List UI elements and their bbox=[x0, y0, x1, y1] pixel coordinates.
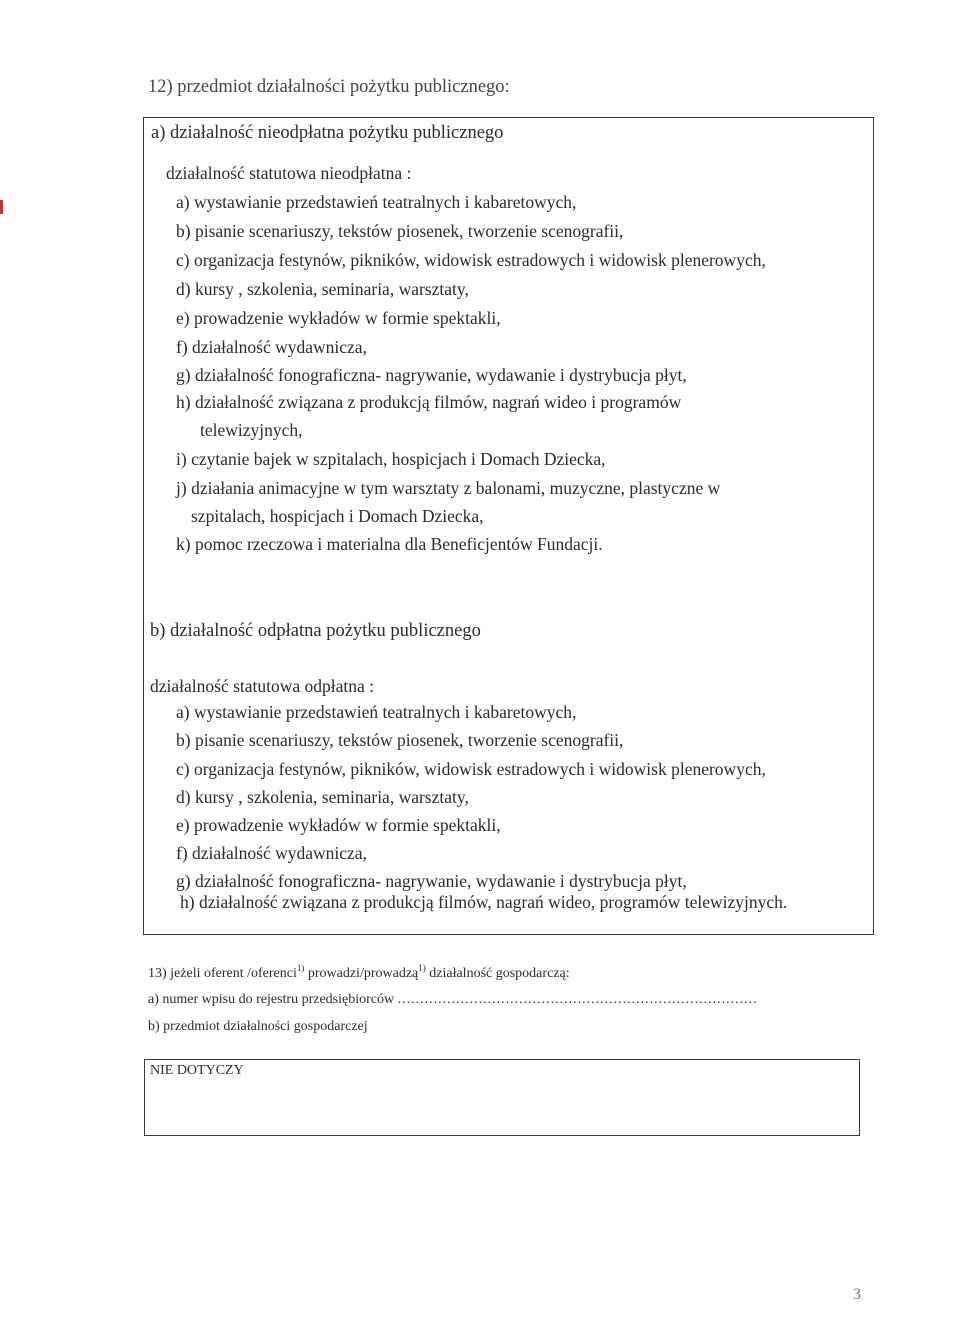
part-a-item: f) działalność wydawnicza, bbox=[176, 337, 367, 357]
part-b-item: h) działalność związana z produkcją filmów, nagrań wideo, programów telewizyjnych. bbox=[180, 892, 788, 912]
scan-mark bbox=[0, 200, 3, 214]
part-b-item: d) kursy , szkolenia, seminaria, warsztaty, bbox=[176, 787, 469, 807]
part-b-item: b) pisanie scenariuszy, tekstów piosenek, tworzenie scenografii, bbox=[176, 730, 624, 750]
part-b-item: c) organizacja festynów, pikników, widowisk estradowych i widowisk plenerowych, bbox=[176, 759, 766, 779]
part-a-item: i) czytanie bajek w szpitalach, hospicjach i Domach Dziecka, bbox=[176, 449, 606, 469]
part-a-item: telewizyjnych, bbox=[200, 420, 303, 440]
part-a-item: e) prowadzenie wykładów w formie spektakli, bbox=[176, 308, 501, 328]
part-a-item: d) kursy , szkolenia, seminaria, warsztaty, bbox=[176, 279, 469, 299]
part-b-item: e) prowadzenie wykładów w formie spektakli, bbox=[176, 815, 501, 835]
part-b-title: b) działalność odpłatna pożytku publicznego bbox=[150, 621, 481, 641]
part-a-title: a) działalność nieodpłatna pożytku publicznego bbox=[151, 123, 504, 143]
page-number: 3 bbox=[853, 1286, 861, 1303]
registry-number-dots: ................................................................................ bbox=[397, 992, 758, 1007]
part-a-item: j) działania animacyjne w tym warsztaty z balonami, muzyczne, plastyczne w bbox=[176, 478, 721, 498]
part-a-item: c) organizacja festynów, pikników, widowisk estradowych i widowisk plenerowych, bbox=[176, 250, 766, 270]
part-a-item: g) działalność fonograficzna- nagrywanie, wydawanie i dystrybucja płyt, bbox=[176, 365, 687, 385]
business-subject-value: NIE DOTYCZY bbox=[150, 1063, 244, 1078]
part-a-item: a) wystawianie przedstawień teatralnych i kabaretowych, bbox=[176, 192, 577, 212]
business-subject-label: b) przedmiot działalności gospodarczej bbox=[148, 1019, 368, 1034]
part-b-item: a) wystawianie przedstawień teatralnych i kabaretowych, bbox=[176, 702, 577, 722]
part-a-subtitle: działalność statutowa nieodpłatna : bbox=[166, 163, 412, 183]
part-a-item: szpitalach, hospicjach i Domach Dziecka, bbox=[191, 506, 484, 526]
part-b-item: f) działalność wydawnicza, bbox=[176, 843, 367, 863]
section-12-heading: 12) przedmiot działalności pożytku publicznego: bbox=[148, 77, 510, 97]
part-a-item: h) działalność związana z produkcją filmów, nagrań wideo i programów bbox=[176, 392, 682, 412]
part-a-item: b) pisanie scenariuszy, tekstów piosenek, tworzenie scenografii, bbox=[176, 221, 624, 241]
business-subject-box bbox=[144, 1059, 860, 1136]
part-b-item: g) działalność fonograficzna- nagrywanie, wydawanie i dystrybucja płyt, bbox=[176, 871, 687, 891]
registry-number-label: a) numer wpisu do rejestru przedsiębiorców bbox=[148, 992, 395, 1007]
section-13-heading: 13) jeżeli oferent /oferenci$^{1)}$ prowadzi/prowadzą$^{1)}$ działalność gospodarczą: bbox=[148, 963, 570, 981]
part-b-subtitle: działalność statutowa odpłatna : bbox=[150, 676, 375, 696]
part-a-item: k) pomoc rzeczowa i materialna dla Beneficjentów Fundacji. bbox=[176, 534, 603, 554]
registry-number-line bbox=[148, 993, 758, 1007]
